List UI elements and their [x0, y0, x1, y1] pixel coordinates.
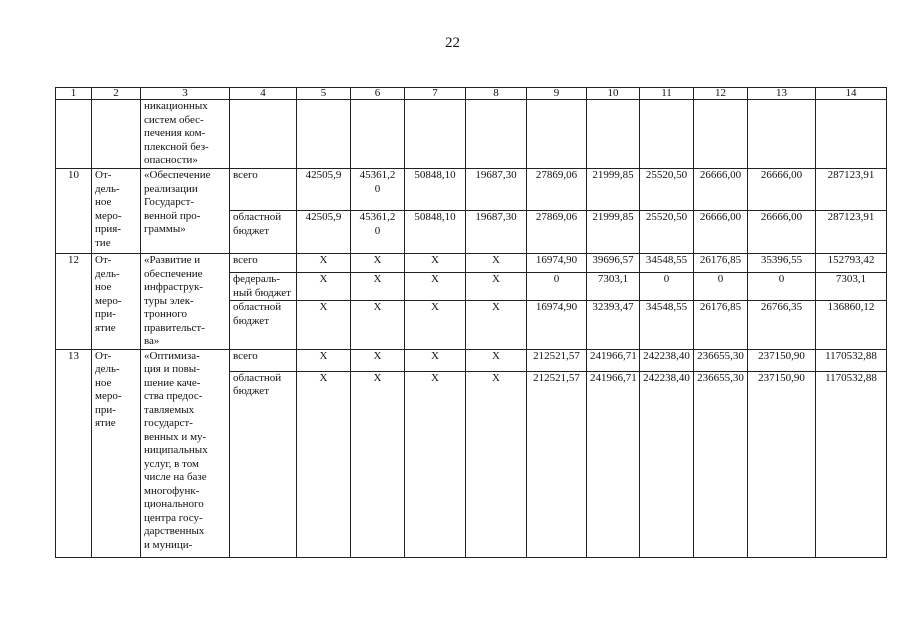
value-cell: X [405, 349, 466, 371]
value-cell: 21999,85 [587, 169, 640, 211]
header-cell: 2 [92, 88, 141, 100]
header-cell: 3 [141, 88, 230, 100]
value-cell: 26176,85 [694, 301, 748, 349]
value-cell: 25520,50 [640, 211, 694, 254]
header-cell: 13 [748, 88, 816, 100]
value-cell: X [297, 349, 351, 371]
row-number: 10 [56, 169, 92, 254]
value-cell: 32393,47 [587, 301, 640, 349]
funding-source: всего [230, 254, 297, 273]
value-cell: 34548,55 [640, 301, 694, 349]
value-cell: 21999,85 [587, 211, 640, 254]
value-cell: 19687,30 [466, 211, 527, 254]
value-cell: 236655,30 [694, 371, 748, 557]
value-cell: 26666,00 [748, 211, 816, 254]
value-cell: X [351, 371, 405, 557]
value-cell: 7303,1 [587, 273, 640, 301]
value-cell: 241966,71 [587, 349, 640, 371]
value-cell: X [351, 254, 405, 273]
measure-type: От- дель- ное меро- при- ятие [92, 254, 141, 350]
value-cell: 26176,85 [694, 254, 748, 273]
header-cell: 7 [405, 88, 466, 100]
funding-source: федераль- ный бюджет [230, 273, 297, 301]
funding-source: областной бюджет [230, 301, 297, 349]
value-cell: 0 [640, 273, 694, 301]
value-cell: 45361,2 0 [351, 169, 405, 211]
table-row-continuation [56, 100, 887, 169]
value-cell: X [466, 349, 527, 371]
value-cell: X [405, 254, 466, 273]
value-cell: X [405, 371, 466, 557]
value-cell: 0 [694, 273, 748, 301]
value-cell: 237150,90 [748, 349, 816, 371]
value-cell: 19687,30 [466, 169, 527, 211]
value-cell: 242238,40 [640, 349, 694, 371]
value-cell: 152793,42 [816, 254, 887, 273]
value-cell: 42505,9 [297, 211, 351, 254]
funding-source: всего [230, 169, 297, 211]
value-cell: X [405, 273, 466, 301]
value-cell: 35396,55 [748, 254, 816, 273]
value-cell: X [466, 273, 527, 301]
value-cell: X [466, 371, 527, 557]
header-cell: 1 [56, 88, 92, 100]
value-cell: X [297, 301, 351, 349]
value-cell: 236655,30 [694, 349, 748, 371]
value-cell: X [297, 371, 351, 557]
measure-type: От- дель- ное меро- прия- тие [92, 169, 141, 254]
header-cell: 12 [694, 88, 748, 100]
value-cell: X [466, 254, 527, 273]
value-cell: 136860,12 [816, 301, 887, 349]
value-cell: X [466, 301, 527, 349]
row-number: 12 [56, 254, 92, 350]
value-cell: 45361,2 0 [351, 211, 405, 254]
header-cell: 14 [816, 88, 887, 100]
row-number: 13 [56, 349, 92, 557]
measure-name: «Развитие и обеспечение инфраструк- туры элек- тронного правительст- ва» [141, 254, 230, 350]
measure-name: «Обеспечение реализации Государст- венной про- граммы» [141, 169, 230, 254]
value-cell: 26666,00 [694, 169, 748, 211]
measure-name: «Оптимиза- ция и повы- шение каче- ства предос- тавляемых государст- венных и му- ниципальных услуг, в том числе на базе многофунк- ционального центра госу- дарственных и муници- [141, 349, 230, 557]
funding-source: всего [230, 349, 297, 371]
value-cell: 25520,50 [640, 169, 694, 211]
value-cell: X [351, 301, 405, 349]
value-cell: 39696,57 [587, 254, 640, 273]
value-cell: 16974,90 [527, 254, 587, 273]
value-cell: 212521,57 [527, 371, 587, 557]
funding-source: областной бюджет [230, 211, 297, 254]
budget-table [55, 87, 887, 558]
measure-type: От- дель- ное меро- при- ятие [92, 349, 141, 557]
page-number: 22 [445, 35, 460, 51]
header-cell: 6 [351, 88, 405, 100]
value-cell: 1170532,88 [816, 349, 887, 371]
value-cell: 16974,90 [527, 301, 587, 349]
header-cell: 4 [230, 88, 297, 100]
funding-source: областной бюджет [230, 371, 297, 557]
header-cell: 5 [297, 88, 351, 100]
value-cell: 0 [748, 273, 816, 301]
value-cell: 26766,35 [748, 301, 816, 349]
value-cell: 212521,57 [527, 349, 587, 371]
value-cell: 26666,00 [694, 211, 748, 254]
value-cell: X [351, 349, 405, 371]
table-row [56, 349, 887, 371]
header-cell: 10 [587, 88, 640, 100]
value-cell: 287123,91 [816, 169, 887, 211]
value-cell: 1170532,88 [816, 371, 887, 557]
value-cell: 0 [527, 273, 587, 301]
value-cell: X [297, 254, 351, 273]
header-cell: 8 [466, 88, 527, 100]
value-cell: 50848,10 [405, 211, 466, 254]
value-cell: 34548,55 [640, 254, 694, 273]
value-cell: 7303,1 [816, 273, 887, 301]
value-cell: 50848,10 [405, 169, 466, 211]
value-cell: 42505,9 [297, 169, 351, 211]
value-cell: X [351, 273, 405, 301]
header-cell: 9 [527, 88, 587, 100]
value-cell: 287123,91 [816, 211, 887, 254]
header-cell: 11 [640, 88, 694, 100]
value-cell: X [405, 301, 466, 349]
value-cell: 27869,06 [527, 169, 587, 211]
header-row [56, 88, 887, 100]
measure-name: никационных систем обес- печения ком- плексной без- опасности» [141, 100, 230, 169]
table-row [56, 169, 887, 211]
value-cell: 242238,40 [640, 371, 694, 557]
table-row [56, 254, 887, 273]
value-cell: X [297, 273, 351, 301]
value-cell: 27869,06 [527, 211, 587, 254]
value-cell: 26666,00 [748, 169, 816, 211]
value-cell: 241966,71 [587, 371, 640, 557]
value-cell: 237150,90 [748, 371, 816, 557]
